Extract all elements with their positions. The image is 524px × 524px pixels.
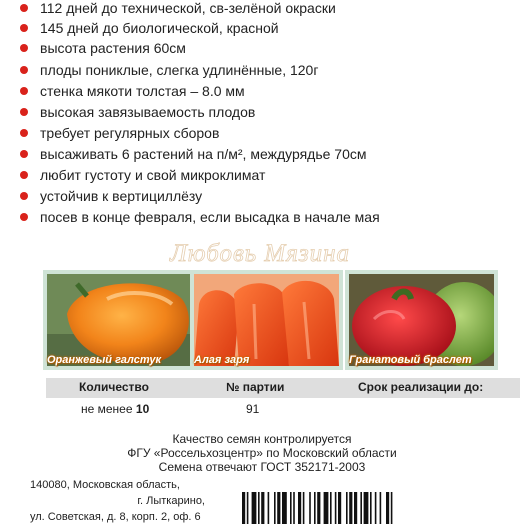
list-item-text: высаживать 6 растений на п/м², междурядье 70см [40, 146, 367, 162]
list-item [0, 123, 520, 143]
list-item-text: 112 дней до технической, св-зелёной окраски [40, 0, 336, 16]
bullet-dot-icon [20, 129, 28, 137]
barcode-bar [247, 492, 249, 524]
list-item-text: требует регулярных сборов [40, 125, 220, 141]
batch-value: 91 [246, 402, 260, 416]
barcode-bar [258, 492, 260, 524]
list-item-text: посев в конце февраля, если высадка в начале мая [40, 209, 380, 225]
quantity-value [81, 402, 149, 416]
list-item-text: устойчив к вертициллёзу [40, 188, 203, 204]
watermark-signature: Любовь Мязина [169, 240, 351, 267]
barcode-bar [360, 492, 362, 524]
list-item [0, 144, 520, 164]
bullet-dot-icon [20, 87, 28, 95]
expiry-label: Срок реализации до: [358, 380, 484, 394]
barcode-bar [349, 492, 352, 524]
barcode-bar [252, 492, 257, 524]
barcode-bar [335, 492, 337, 524]
quality-line: Качество семян контролируется [172, 432, 352, 446]
list-item [0, 165, 520, 185]
barcode-bar [338, 492, 341, 524]
barcode-bar [298, 492, 301, 524]
quality-line: Семена отвечают ГОСТ 352171-2003 [158, 460, 366, 474]
barcode-bar [290, 492, 292, 524]
batch-label: № партии [226, 380, 285, 394]
variety-photo-card [345, 270, 498, 370]
barcode-bar [346, 492, 348, 524]
list-item [0, 38, 520, 58]
barcode-bar [293, 492, 295, 524]
bullet-dot-icon [20, 171, 28, 179]
bullet-dot-icon [20, 44, 28, 52]
barcode-bar [277, 492, 280, 524]
quantity-label: Количество [79, 380, 149, 394]
barcode-bar [330, 492, 332, 524]
variety-photo-card [190, 270, 343, 370]
list-item-text: любит густоту и свой микроклимат [40, 167, 266, 183]
quantity-prefix: не менее [81, 402, 133, 416]
bullet-dot-icon [20, 213, 28, 221]
barcode [240, 492, 524, 524]
list-item-text: 145 дней до биологической, красной [40, 20, 279, 36]
photo-caption: Оранжевый галстук [47, 354, 162, 366]
barcode-bar [309, 492, 311, 524]
barcode-bar [324, 492, 329, 524]
barcode-bar [391, 492, 393, 524]
list-item [0, 207, 520, 227]
list-item [0, 18, 520, 38]
variety-photo-card [43, 270, 196, 370]
list-item [0, 0, 520, 18]
list-item [0, 186, 520, 206]
photo-caption: Гранатовый браслет [349, 354, 472, 366]
red-green-peppers-photo [349, 274, 494, 366]
list-item [0, 60, 520, 80]
bullet-dot-icon [20, 150, 28, 158]
red-peppers-photo [194, 274, 339, 366]
barcode-bar [314, 492, 316, 524]
barcode-bar [386, 492, 389, 524]
address-line: 140080, Московская область, [30, 479, 180, 491]
list-item-text: стенка мякоти толстая – 8.0 мм [40, 83, 245, 99]
bullet-dot-icon [20, 66, 28, 74]
list-item-text: высокая завязываемость плодов [40, 104, 256, 120]
barcode-bar [354, 492, 357, 524]
orange-pepper-photo [47, 274, 192, 366]
address-line: г. Лыткарино, [137, 495, 205, 507]
barcode-bar [282, 492, 287, 524]
barcode-bar [268, 492, 270, 524]
bullet-dot-icon [20, 4, 28, 12]
list-item [0, 81, 520, 101]
barcode-bar [364, 492, 369, 524]
barcode-bar [317, 492, 320, 524]
bullet-dot-icon [20, 108, 28, 116]
barcode-bar [370, 492, 372, 524]
bullet-dot-icon [20, 24, 28, 32]
address-line: ул. Советская, д. 8, корп. 2, оф. 6 [30, 511, 201, 523]
barcode-bar [274, 492, 276, 524]
list-item-text: плоды пониклые, слегка удлинённые, 120г [40, 62, 319, 78]
bullet-dot-icon [20, 192, 28, 200]
quality-line: ФГУ «Россельхозцентр» по Московский области [127, 446, 397, 460]
barcode-bar [380, 492, 382, 524]
barcode-bar [261, 492, 264, 524]
barcode-bar [303, 492, 305, 524]
photo-caption: Алая заря [194, 354, 250, 366]
barcode-bar [375, 492, 377, 524]
list-item-text: высота растения 60см [40, 40, 186, 56]
list-item [0, 102, 520, 122]
barcode-bar [242, 492, 245, 524]
quantity-number: 10 [135, 402, 150, 416]
